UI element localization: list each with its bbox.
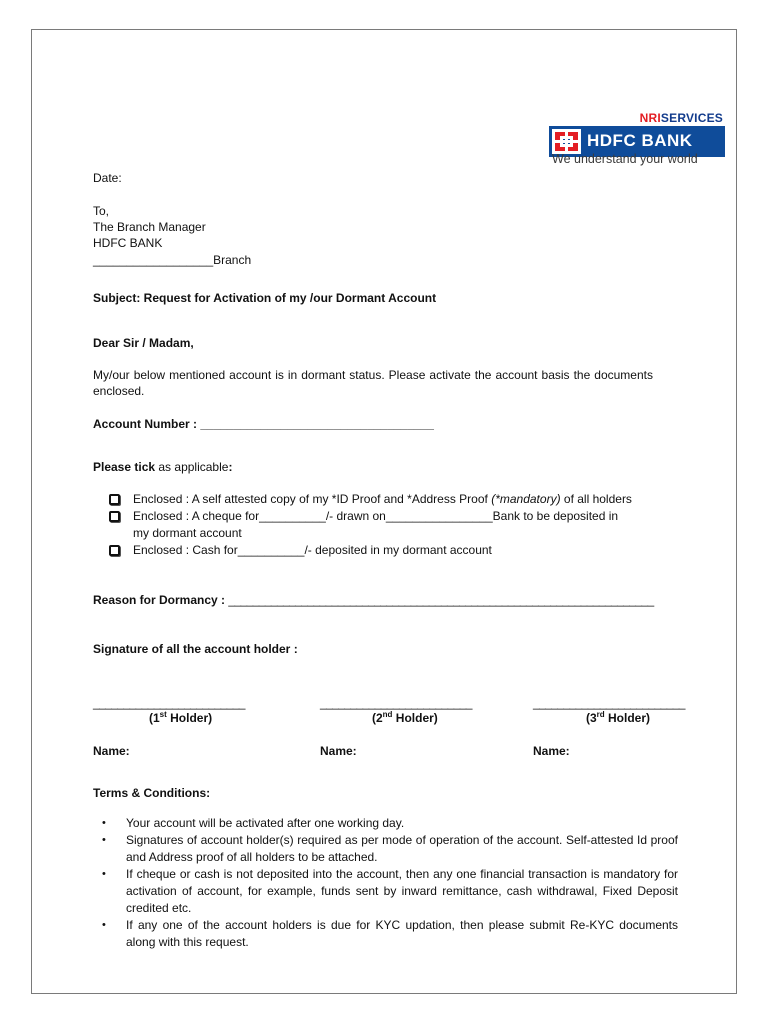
addressee: The Branch Manager bbox=[93, 220, 206, 234]
checkbox-id-proof[interactable] bbox=[109, 494, 120, 505]
list-item: • Your account will be activated after one working day. bbox=[102, 816, 405, 830]
signature-line-2: _________________________ bbox=[320, 696, 472, 710]
holder-3-label: (3rd Holder) bbox=[586, 710, 651, 725]
option-cash: Enclosed : Cash for__________/- deposited in my dormant account bbox=[133, 543, 492, 557]
holder-2-label: (2nd Holder) bbox=[372, 710, 438, 725]
list-item: • Signatures of account holder(s) required as per mode of operation of the account. Self-attested Id proof and Address proof of all holders to be attached. bbox=[102, 833, 678, 864]
checkbox-cheque[interactable] bbox=[109, 511, 120, 522]
logo-tagline: We understand your world bbox=[552, 152, 698, 166]
bank-line: HDFC BANK bbox=[93, 236, 163, 250]
terms-heading: Terms & Conditions: bbox=[93, 786, 211, 800]
holder-1-label: (1st Holder) bbox=[149, 710, 213, 725]
subject-line: Subject: Request for Activation of my /our Dormant Account bbox=[93, 291, 437, 305]
to-label: To, bbox=[93, 204, 110, 218]
account-number-field bbox=[93, 416, 434, 432]
hdfc-logo bbox=[549, 111, 725, 167]
signature-line-3: _________________________ bbox=[533, 696, 685, 710]
signature-line-1: _________________________ bbox=[93, 696, 245, 710]
option-cheque-line2: my dormant account bbox=[133, 526, 242, 540]
account-number-blank: ___________________________________ bbox=[200, 417, 434, 431]
tick-instruction: Please tick as applicable: bbox=[93, 460, 233, 474]
option-id-proof: Enclosed : A self attested copy of my *ID Proof and *Address Proof (*mandatory) of all holders bbox=[133, 492, 632, 506]
terms-list bbox=[93, 815, 678, 951]
salutation: Dear Sir / Madam, bbox=[93, 336, 194, 350]
nri-services-label: NRISERVICES bbox=[639, 111, 723, 125]
reason-label: Reason for Dormancy : bbox=[93, 593, 229, 607]
name-label-1: Name: bbox=[93, 744, 130, 758]
branch-line: __________________Branch bbox=[93, 253, 252, 267]
option-cheque-line1: Enclosed : A cheque for__________/- drawn on________________Bank to be deposited in bbox=[133, 509, 619, 523]
list-item: • If any one of the account holders is due for KYC updation, then please submit Re-KYC documents along with this request. bbox=[102, 918, 678, 949]
bullet-icon: • bbox=[102, 834, 106, 846]
name-label-3: Name: bbox=[533, 744, 570, 758]
bank-name: HDFC BANK bbox=[587, 131, 693, 150]
checkbox-cash[interactable] bbox=[109, 545, 120, 556]
bullet-icon: • bbox=[102, 919, 106, 931]
bullet-icon: • bbox=[102, 817, 106, 829]
body-paragraph: My/our below mentioned account is in dormant status. Please activate the account basis the documents enclosed. bbox=[93, 368, 653, 398]
reason-blank: ______________________________________________________________________ bbox=[228, 593, 654, 607]
signature-label: Signature of all the account holder : bbox=[93, 642, 298, 656]
account-number-label: Account Number : bbox=[93, 417, 201, 431]
list-item: • If cheque or cash is not deposited into the account, then any one financial transaction is mandatory for activation of account, for example, funds sent by inward remittance, cash withdrawal, Fixed Deposit credited etc. bbox=[102, 867, 678, 915]
date-label: Date: bbox=[93, 171, 122, 185]
reason-field bbox=[93, 592, 654, 608]
bullet-icon: • bbox=[102, 868, 106, 880]
name-label-2: Name: bbox=[320, 744, 357, 758]
